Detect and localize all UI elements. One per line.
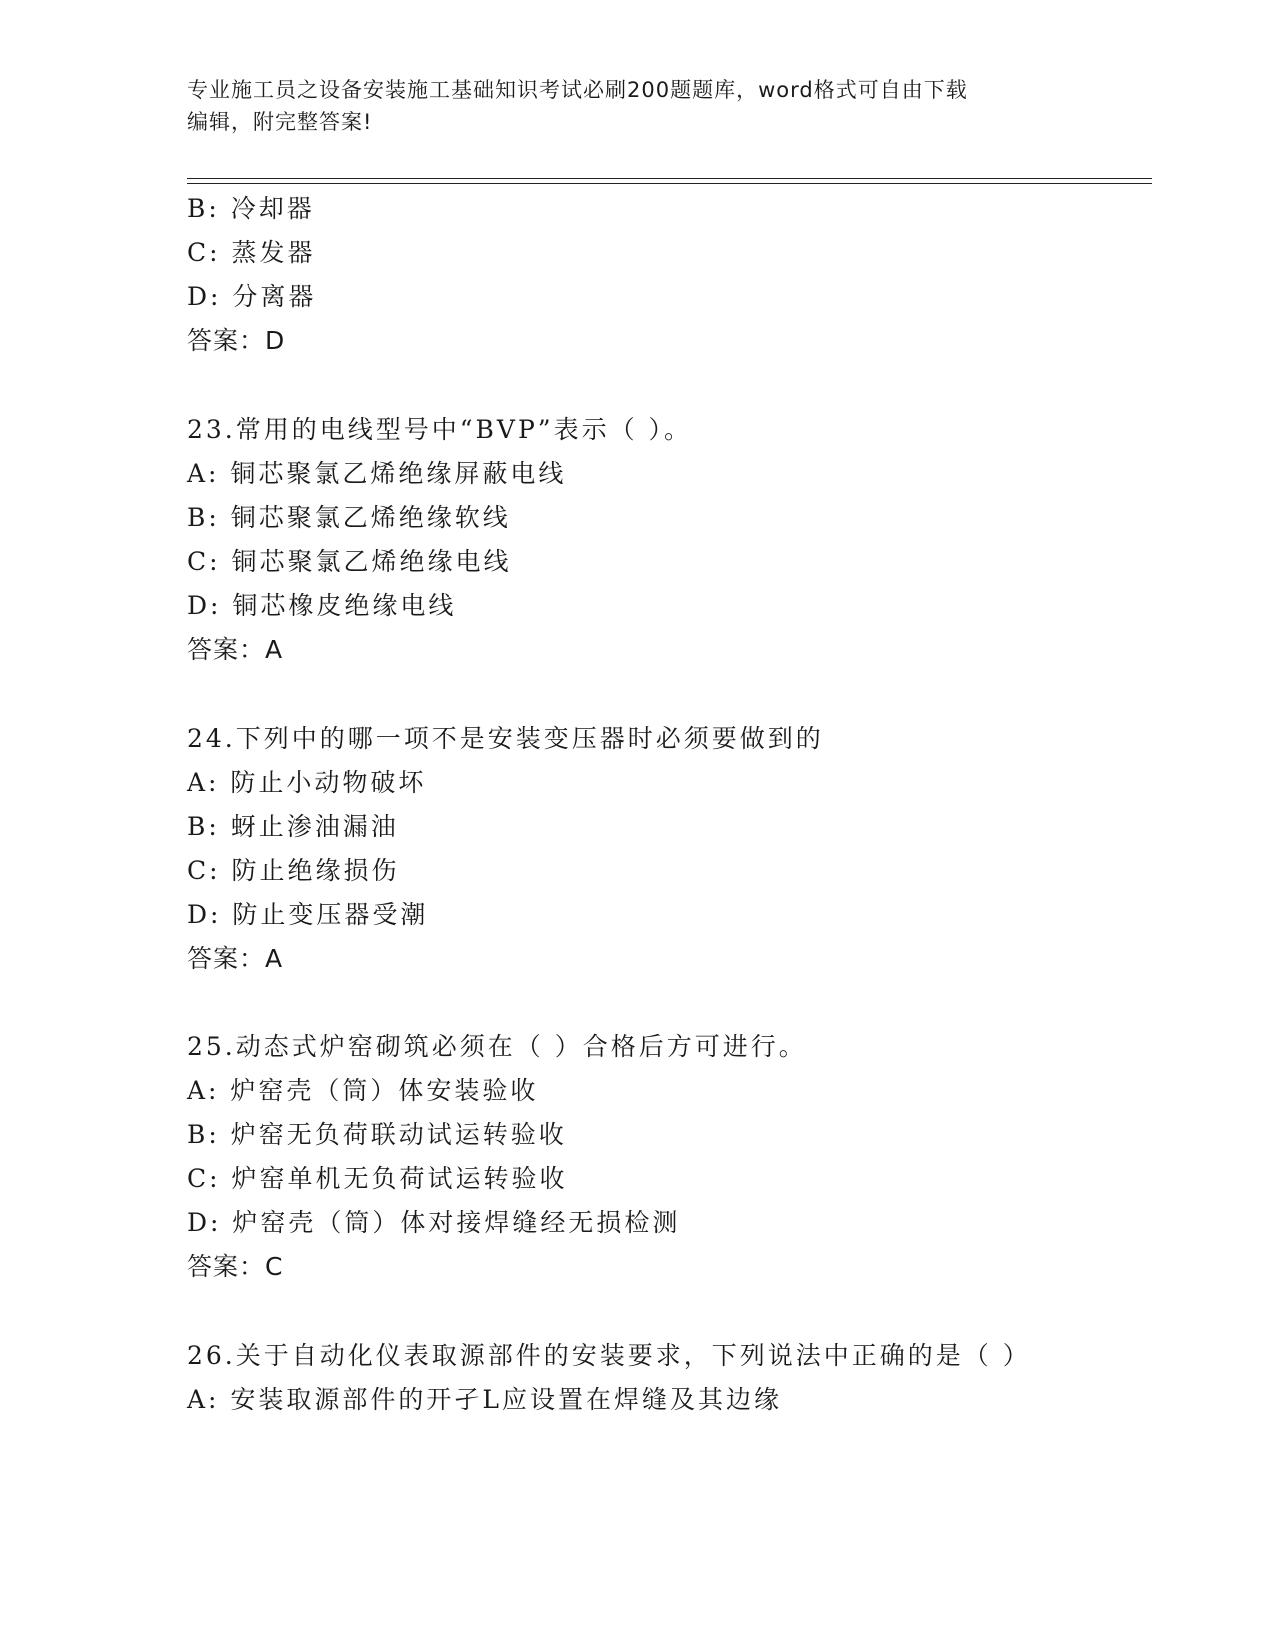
q22-answer: 答案：D bbox=[187, 326, 286, 355]
q25-option-d: D: 炉窑壳（筒）体对接焊缝经无损检测 bbox=[187, 1208, 681, 1237]
q24-option-a: A: 防止小动物破坏 bbox=[187, 768, 427, 797]
q26-question: 26.关于自动化仪表取源部件的安装要求，下列说法中正确的是（ ） bbox=[187, 1341, 1031, 1370]
q23-option-a: A: 铜芯聚氯乙烯绝缘屏蔽电线 bbox=[187, 459, 567, 488]
document-header bbox=[187, 74, 1087, 138]
q22-option-b: B: 冷却器 bbox=[187, 194, 315, 223]
header-line-1: 专业施工员之设备安装施工基础知识考试必刷200题题库，word格式可自由下载 bbox=[187, 78, 968, 102]
q25-answer: 答案：C bbox=[187, 1252, 284, 1281]
q23-option-b: B: 铜芯聚氯乙烯绝缘软线 bbox=[187, 503, 511, 532]
q22-option-d: D: 分离器 bbox=[187, 282, 317, 311]
header-line-2: 编辑，附完整答案! bbox=[187, 110, 373, 134]
q25-option-c: C: 炉窑单机无负荷试运转验收 bbox=[187, 1164, 568, 1193]
q23-question: 23.常用的电线型号中“BVP”表示（ ）。 bbox=[187, 415, 693, 444]
q24-option-c: C: 防止绝缘损伤 bbox=[187, 856, 400, 885]
q26-option-a: A: 安装取源部件的开孑L应设置在焊缝及其边缘 bbox=[187, 1385, 783, 1414]
header-divider-top bbox=[187, 178, 1152, 179]
q24-option-b: B: 蚜止渗油漏油 bbox=[187, 812, 399, 841]
q23-answer: 答案：A bbox=[187, 635, 284, 664]
q23-option-c: C: 铜芯聚氯乙烯绝缘电线 bbox=[187, 547, 512, 576]
q22-option-c: C: 蒸发器 bbox=[187, 238, 316, 267]
q25-option-a: A: 炉窑壳（筒）体安装验收 bbox=[187, 1076, 539, 1105]
q24-answer: 答案：A bbox=[187, 944, 284, 973]
header-divider-bottom bbox=[187, 183, 1152, 184]
q25-question: 25.动态式炉窑砌筑必须在（ ）合格后方可进行。 bbox=[187, 1032, 807, 1061]
q25-option-b: B: 炉窑无负荷联动试运转验收 bbox=[187, 1120, 567, 1149]
q24-question: 24.下列中的哪一项不是安装变压器时必须要做到的 bbox=[187, 724, 824, 753]
q24-option-d: D: 防止变压器受潮 bbox=[187, 900, 429, 929]
q23-option-d: D: 铜芯橡皮绝缘电线 bbox=[187, 591, 457, 620]
